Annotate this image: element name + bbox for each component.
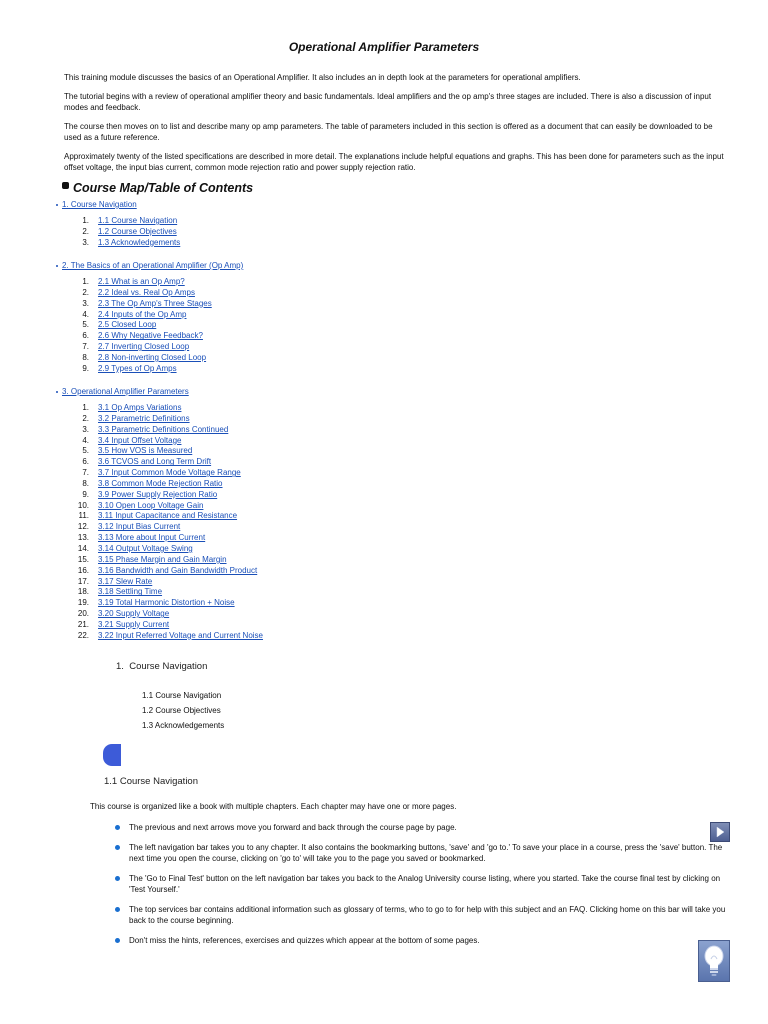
toc-item-number: 15. — [77, 554, 89, 564]
intro-paragraph: Approximately twenty of the listed specifications are described in more detail. The explanations include helpful equations and graphs. This has been done for parameters such as the input offset voltage, the input bias current, common mode rejection ratio and power supply rejection ratio. — [64, 152, 724, 172]
toc-subsection-link[interactable]: 3.3 Parametric Definitions Continued — [98, 424, 229, 434]
toc-subsection-item — [65, 533, 263, 544]
lightbulb-icon — [703, 945, 725, 977]
toc-subsection-list — [65, 403, 263, 642]
toc-heading-text: Course Map/Table of Contents — [73, 181, 254, 195]
toc-subsection-item — [65, 598, 263, 609]
toc-item-number: 19. — [77, 598, 89, 608]
course-nav-item: 1.1 Course Navigation — [142, 691, 222, 700]
nav-section-intro: This course is organized like a book with multiple chapters. Each chapter may have one or more pages. — [90, 802, 457, 811]
toc-item-number: 13. — [77, 533, 89, 543]
next-arrow-icon — [715, 826, 725, 838]
toc-item-number: 2. — [82, 226, 89, 236]
toc-subsection-item — [65, 468, 263, 479]
toc-item-number: 22. — [77, 630, 89, 640]
chapter-tab-icon — [103, 744, 121, 766]
toc-subsection-link[interactable]: 3.16 Bandwidth and Gain Bandwidth Product — [98, 565, 258, 575]
toc-subsection-item — [65, 620, 263, 631]
toc-subsection-link[interactable]: 3.11 Input Capacitance and Resistance — [98, 511, 238, 521]
toc-item-number: 3. — [82, 237, 89, 247]
toc-subsection-link[interactable]: 1.1 Course Navigation — [98, 216, 178, 225]
bullet-icon — [56, 204, 58, 206]
toc-subsection-link[interactable]: 2.3 The Op Amp's Three Stages — [98, 298, 212, 308]
toc-subsection-link[interactable]: 3.2 Parametric Definitions — [98, 413, 190, 423]
toc-item-number: 4. — [82, 435, 89, 445]
toc-item-number: 6. — [82, 331, 89, 341]
toc-item-number: 16. — [77, 565, 89, 575]
toc-section-2 — [56, 260, 243, 375]
toc-item-number: 18. — [77, 587, 89, 597]
toc-subsection-link[interactable]: 3.12 Input Bias Current — [98, 522, 181, 532]
course-nav-item: 1.2 Course Objectives — [142, 706, 221, 715]
toc-subsection-item — [65, 299, 243, 310]
list-item-text: The 'Go to Final Test' button on the left navigation bar takes you back to the Analog University course listing, where you started. Take the course final test by clicking on 'Test Yourself.' — [129, 874, 721, 894]
course-nav-title: Course Navigation — [129, 661, 208, 672]
toc-subsection-link[interactable]: 2.1 What is an Op Amp? — [98, 277, 185, 286]
toc-subsection-link[interactable]: 3.20 Supply Voltage — [98, 609, 170, 619]
toc-item-number: 9. — [82, 363, 89, 373]
toc-section-1 — [56, 199, 180, 249]
toc-subsection-item — [65, 288, 243, 299]
nav-bullet-list — [115, 822, 730, 955]
toc-section-3 — [56, 386, 263, 642]
toc-subsection-item — [65, 501, 263, 512]
toc-subsection-link[interactable]: 2.6 Why Negative Feedback? — [98, 331, 203, 341]
toc-subsection-link[interactable]: 3.22 Input Referred Voltage and Current Noise — [98, 630, 263, 640]
toc-subsection-link[interactable]: 2.8 Non-inverting Closed Loop — [98, 352, 207, 362]
toc-subsection-link[interactable]: 3.13 More about Input Current — [98, 533, 206, 543]
toc-item-number: 2. — [82, 413, 89, 423]
intro-text — [64, 72, 724, 181]
toc-subsection-item — [65, 364, 243, 375]
list-item-text: The left navigation bar takes you to any chapter. It also contains the bookmarking buttons, 'save' and 'go to.' To save your place in a course, press the 'save' button. The next time you open the course, clicking on 'go to' will take you to the page you saved or bookmarked. — [129, 843, 723, 863]
toc-heading — [62, 181, 253, 195]
toc-subsection-item — [65, 414, 263, 425]
list-item-text: The previous and next arrows move you forward and back through the course page by page. — [129, 823, 457, 832]
toc-subsection-item — [65, 522, 263, 533]
toc-item-number: 2. — [82, 287, 89, 297]
toc-subsection-item — [65, 227, 180, 238]
toc-subsection-link[interactable]: 3.7 Input Common Mode Voltage Range — [98, 468, 241, 478]
toc-item-number: 4. — [82, 309, 89, 319]
toc-subsection-item — [65, 238, 180, 249]
bullet-icon — [115, 907, 120, 912]
toc-subsection-item — [65, 403, 263, 414]
toc-item-number: 21. — [77, 619, 89, 629]
course-nav-heading — [116, 661, 207, 672]
toc-subsection-link[interactable]: 2.2 Ideal vs. Real Op Amps — [98, 287, 195, 297]
course-nav-item: 1.3 Acknowledgements — [142, 721, 225, 730]
toc-subsection-link[interactable]: 3.6 TCVOS and Long Term Drift — [98, 457, 212, 467]
toc-item-number: 9. — [82, 489, 89, 499]
list-item-text: Don't miss the hints, references, exercises and quizzes which appear at the bottom of some pages. — [129, 936, 480, 945]
course-nav-list — [142, 688, 224, 733]
toc-subsection-item — [65, 446, 263, 457]
toc-section-link[interactable]: 2. The Basics of an Operational Amplifier (Op Amp) — [62, 261, 244, 270]
toc-item-number: 5. — [82, 446, 89, 456]
toc-subsection-link[interactable]: 1.2 Course Objectives — [98, 226, 177, 236]
intro-paragraph: The course then moves on to list and describe many op amp parameters. The table of parameters included in this section is offered as a document that can easily be downloaded to be used as a future reference. — [64, 122, 713, 142]
toc-item-number: 11. — [78, 511, 89, 521]
toc-subsection-item — [65, 436, 263, 447]
list-item — [115, 935, 675, 946]
toc-item-number: 12. — [77, 522, 89, 532]
toc-subsection-item — [65, 544, 263, 555]
hint-button[interactable] — [698, 940, 730, 982]
bullet-icon — [56, 391, 58, 393]
bullet-icon — [115, 825, 120, 830]
intro-paragraph: This training module discusses the basics of an Operational Amplifier. It also includes an in depth look at the parameters for operational amplifiers. — [64, 73, 581, 82]
toc-subsection-item — [65, 342, 243, 353]
toc-subsection-item — [65, 310, 243, 321]
toc-subsection-item — [65, 555, 263, 566]
toc-subsection-item — [65, 353, 243, 364]
toc-item-number: 3. — [82, 424, 89, 434]
toc-subsection-link[interactable]: 3.1 Op Amps Variations — [98, 403, 182, 412]
bullet-icon — [115, 938, 120, 943]
page-title: Operational Amplifier Parameters — [288, 40, 480, 54]
toc-subsection-link[interactable]: 3.19 Total Harmonic Distortion + Noise — [98, 598, 235, 608]
list-item-text: The top services bar contains additional information such as glossary of terms, who to go to for help with this subject and an FAQ. Clicking home on this bar will take you back to the course beginning. — [129, 905, 726, 925]
toc-subsection-list — [65, 277, 243, 375]
toc-item-number: 8. — [82, 478, 89, 488]
toc-subsection-item — [65, 331, 243, 342]
toc-subsection-link[interactable]: 3.9 Power Supply Rejection Ratio — [98, 489, 218, 499]
toc-subsection-item — [65, 587, 263, 598]
toc-item-number: 14. — [77, 543, 89, 553]
list-item — [115, 822, 700, 833]
toc-item-number: 6. — [82, 457, 89, 467]
toc-item-number: 3. — [82, 298, 89, 308]
toc-subsection-item — [65, 320, 243, 331]
toc-subsection-item — [65, 577, 263, 588]
toc-item-number: 7. — [82, 342, 89, 352]
toc-item-number: 1. — [82, 216, 89, 225]
toc-section-link[interactable]: 3. Operational Amplifier Parameters — [62, 387, 189, 396]
toc-subsection-item — [65, 490, 263, 501]
bullet-icon — [56, 265, 58, 267]
next-page-button[interactable] — [710, 822, 730, 842]
toc-item-number: 20. — [77, 609, 89, 619]
toc-subsection-link[interactable]: 3.14 Output Voltage Swing — [98, 543, 193, 553]
toc-subsection-item — [65, 425, 263, 436]
toc-subsection-link[interactable]: 3.18 Settling Time — [98, 587, 163, 597]
toc-item-number: 5. — [82, 320, 89, 330]
toc-subsection-item — [65, 566, 263, 577]
toc-subsection-link[interactable]: 1.3 Acknowledgements — [98, 237, 181, 247]
toc-item-number: 1. — [82, 277, 89, 286]
toc-subsection-item — [65, 479, 263, 490]
heading-bullet-icon — [62, 182, 69, 189]
toc-item-number: 7. — [82, 468, 89, 478]
toc-subsection-link[interactable]: 3.10 Open Loop Voltage Gain — [98, 500, 204, 510]
toc-subsection-link[interactable]: 3.21 Supply Current — [98, 619, 170, 629]
course-nav-number: 1. — [116, 661, 124, 672]
toc-subsection-item — [65, 216, 180, 227]
toc-subsection-item — [65, 609, 263, 620]
toc-subsection-link[interactable]: 2.5 Closed Loop — [98, 320, 157, 330]
toc-subsection-item — [65, 457, 263, 468]
toc-subsection-link[interactable]: 3.8 Common Mode Rejection Ratio — [98, 478, 223, 488]
list-item — [115, 904, 730, 926]
toc-subsection-item — [65, 631, 263, 642]
toc-subsection-link[interactable]: 3.4 Input Offset Voltage — [98, 435, 182, 445]
bullet-icon — [115, 876, 120, 881]
toc-subsection-list — [65, 216, 180, 249]
toc-item-number: 8. — [82, 352, 89, 362]
intro-paragraph: The tutorial begins with a review of operational amplifier theory and basic fundamentals. Ideal amplifiers and the op amp's three stages are included. There is also a discussion of input modes and feedback. — [64, 92, 712, 112]
toc-item-number: 17. — [77, 576, 89, 586]
list-item — [115, 842, 730, 864]
toc-subsection-link[interactable]: 2.7 Inverting Closed Loop — [98, 342, 190, 352]
toc-subsection-link[interactable]: 3.15 Phase Margin and Gain Margin — [98, 554, 227, 564]
toc-subsection-link[interactable]: 3.5 How VOS is Measured — [98, 446, 193, 456]
bullet-icon — [115, 845, 120, 850]
toc-item-number: 1. — [82, 403, 89, 412]
toc-subsection-item — [65, 511, 263, 522]
list-item — [115, 873, 730, 895]
toc-subsection-item — [65, 277, 243, 288]
toc-subsection-link[interactable]: 2.4 Inputs of the Op Amp — [98, 309, 187, 319]
toc-subsection-link[interactable]: 2.9 Types of Op Amps — [98, 363, 177, 373]
toc-subsection-link[interactable]: 3.17 Slew Rate — [98, 576, 153, 586]
nav-section-title: 1.1 Course Navigation — [104, 776, 198, 787]
toc-section-link[interactable]: 1. Course Navigation — [62, 200, 137, 209]
toc-item-number: 10. — [77, 500, 89, 510]
